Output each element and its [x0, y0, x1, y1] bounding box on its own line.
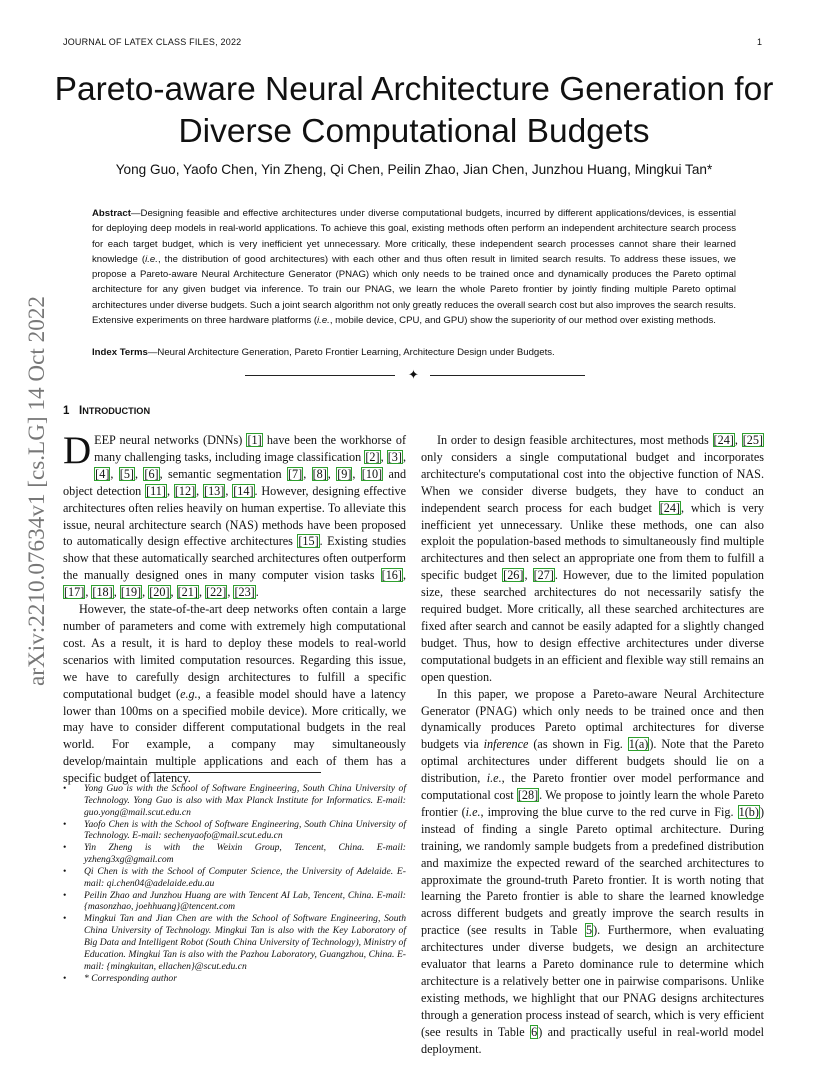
citation-link[interactable]: 5	[585, 923, 593, 938]
emphasis-text: i.e.	[486, 771, 502, 786]
paragraph-text: ,	[734, 433, 742, 447]
emphasis-text: i.e.	[465, 804, 481, 819]
index-terms	[92, 347, 736, 358]
separator-ornament-icon: ✦	[408, 367, 419, 382]
page-number: 1	[757, 37, 763, 47]
citation-link[interactable]: [18]	[92, 585, 113, 600]
footnote-item: • Yin Zheng is with the Weixin Group, Tencent, China. E-mail: yzheng3xg@gmail.com	[63, 842, 406, 866]
citation-link[interactable]: [5]	[119, 466, 134, 481]
citation-link[interactable]: 1(b)	[738, 804, 759, 819]
paragraph-text: and object detection	[63, 466, 407, 498]
abstract-text: , the distribution of good architectures) with each other and thus often result in limited search results. To address these issues, we propose a Pareto-aware Neural Architecture Generator (PNAG) which only needs to be trained once and dynamically produces the Pareto optimal architecture for any given budget via inference. To train our PNAG, we learn the whole Pareto frontier by jointly finding multiple Pareto optimal architectures under diverse budgets. Such a joint search algorithm not only greatly reduces the overall search cost but also improves the search results. Extensive experiments on three hardware platforms (	[92, 253, 737, 326]
citation-link[interactable]: [6]	[144, 466, 159, 481]
footnote-rule	[149, 772, 321, 773]
paragraph-text: ,	[524, 568, 533, 583]
paragraph-text: ,	[227, 585, 234, 600]
title-line-2: Diverse Computational Budgets	[178, 113, 650, 150]
paragraph-text: ,	[170, 585, 177, 600]
paragraph-text: ,	[85, 585, 92, 600]
arxiv-stamp-text: arXiv:2210.07634v1 [cs.LG] 14 Oct 2022	[24, 298, 49, 686]
paragraph-text: ,	[198, 585, 206, 600]
citation-link[interactable]: 1(a)	[628, 737, 649, 752]
citation-link[interactable]: [21]	[177, 585, 198, 600]
citation-link[interactable]: [22]	[206, 585, 227, 600]
author-list: Yong Guo, Yaofo Chen, Yin Zheng, Qi Chen, Peilin Zhao, Jian Chen, Junzhou Huang, Mingkui Tan*	[115, 162, 713, 177]
paragraph-text: In this paper, we propose a Pareto-aware Neural Architecture Generator (PNAG) which only needs to be trained once and then dynamically produces Pareto optimal architectures for diverse budgets via	[421, 686, 764, 752]
affiliation-footnotes	[63, 783, 406, 984]
paragraph-text: . Existing studies show that these automatically searched architectures often outperform the manually designed ones in many computer vision tasks	[63, 534, 406, 583]
citation-link[interactable]: [14]	[233, 483, 254, 498]
paragraph-text: , improving the blue curve to the red curve in Fig.	[480, 804, 738, 819]
citation-link[interactable]: [27]	[533, 568, 554, 583]
paragraph-text: (as shown in Fig.	[528, 737, 628, 752]
left-column	[63, 429, 407, 787]
paragraph-text: ,	[135, 466, 144, 481]
footnote-item: • Peilin Zhao and Junzhou Huang are with Tencent AI Lab, Tencent, China. E-mail: {masonzhao, joehhuang}@tencent.com	[63, 890, 406, 914]
citation-link[interactable]: [2]	[365, 449, 380, 464]
abstract-ie: i.e.	[317, 314, 330, 326]
footnote-item: • * Corresponding author	[63, 973, 406, 985]
citation-link[interactable]: 6	[531, 1024, 538, 1039]
citation-link[interactable]: [1]	[247, 433, 262, 447]
paragraph-text: ,	[196, 483, 204, 498]
citation-link[interactable]: [19]	[120, 585, 142, 600]
paragraph-text: ,	[402, 568, 406, 583]
intro-paragraph-4	[421, 686, 764, 1058]
section-title: INTRODUCTION	[79, 405, 151, 417]
separator-line	[430, 375, 585, 376]
paragraph-text: , which is very inefficient yet unnecessary. Unlike these methods, one can also exploit the population-based methods to simultaneously find multiple architectures and then select an appropriate one from them to fulfill a specific budget	[421, 500, 764, 583]
footnote-item: • Qi Chen is with the School of Computer Science, the University of Adelaide. E-mail: qi.chen04@adelaide.edu.au	[63, 866, 406, 890]
paper-title	[40, 69, 788, 153]
paragraph-text: ,	[110, 466, 119, 481]
drop-cap: D	[63, 429, 92, 472]
citation-link[interactable]: [13]	[204, 483, 225, 498]
citation-link[interactable]: [24]	[713, 433, 734, 447]
citation-link[interactable]: [9]	[337, 466, 352, 481]
footnote-item: • Yaofo Chen is with the School of Software Engineering, South China University of Technology. E-mail: sechenyaofo@mail.scut.edu.cn	[63, 819, 406, 843]
paragraph-text: ,	[380, 449, 387, 464]
intro-paragraph-3	[421, 432, 764, 686]
paragraph-text: ,	[402, 449, 407, 464]
paragraph-text: ,	[166, 483, 174, 498]
emphasis-text: inference	[483, 737, 529, 752]
citation-link[interactable]: [25]	[742, 433, 763, 447]
separator-line	[245, 375, 395, 376]
running-head: JOURNAL OF LATEX CLASS FILES, 2022	[63, 37, 242, 47]
paragraph-text: ) instead of finding a single Pareto optimal architecture. During training, we randomly sample budgets from a predefined distribution and maximize the expected reward of the searched architectures to approximate the ground-truth Pareto frontier. It is worth noting that learning the Pareto frontier is able to share the learned knowledge across different budgets and greatly improve the search results in practice (see results in Table	[421, 804, 764, 938]
citation-link[interactable]: [16]	[381, 568, 402, 583]
citation-link[interactable]: [24]	[659, 500, 680, 515]
citation-link[interactable]: [20]	[149, 585, 170, 600]
paragraph-text: ). Note that the Pareto optimal architectures under different budgets should lie on a distribution,	[421, 737, 764, 786]
paragraph-text: , the Pareto frontier over model performance and computational cost	[421, 771, 765, 803]
abstract-ie: i.e.	[145, 253, 158, 265]
section-number: 1	[63, 405, 70, 417]
citation-link[interactable]: [17]	[64, 585, 85, 600]
footnote-item: • Mingkui Tan and Jian Chen are with the School of Software Engineering, South China University of Technology. Mingkui Tan is also with the Key Laboratory of Big Data and Intelligent Robot (South China University of Technology), Ministry of Education. Mingkui Tan is also with the Pazhou Laboratory, Guangzhou, China. E-mail: {mingkuitan, ellachen}@scut.edu.cn	[63, 913, 406, 972]
citation-link[interactable]: [12]	[174, 483, 196, 498]
paragraph-text: ,	[303, 466, 312, 481]
citation-link[interactable]: [28]	[517, 788, 539, 803]
paragraph-text: ) and practically useful in real-world model deployment.	[421, 1024, 764, 1056]
abstract	[92, 206, 736, 328]
citation-link[interactable]: [7]	[287, 466, 303, 481]
paragraph-text: ,	[225, 483, 233, 498]
paragraph-text: . However, due to the limited population size, these searched architectures do not necessarily satisfy the required budget. More critically, all these searched architectures are fixed after search and cannot be easily adapted for a slightly changed budget. Thus, how to design effective architectures under diverse computational budgets in an efficient and flexible way still remains an open question.	[421, 568, 765, 684]
index-terms-label: Index Terms	[92, 347, 148, 358]
paragraph-text: .	[255, 585, 259, 600]
paragraph-text: ,	[352, 466, 361, 481]
citation-link[interactable]: [26]	[503, 568, 524, 583]
paragraph-text: In order to design feasible architectures, most methods	[437, 433, 713, 447]
section-separator	[245, 369, 585, 383]
paragraph-text: ,	[113, 585, 120, 600]
citation-link[interactable]: [8]	[312, 466, 327, 481]
citation-link[interactable]: [4]	[95, 466, 110, 481]
paragraph-text: have been the workhorse of many challenging tasks, including image classification	[94, 433, 407, 464]
section-heading	[63, 405, 150, 417]
citation-link[interactable]: [23]	[234, 585, 255, 600]
paragraph-text: ,	[327, 466, 337, 481]
abstract-label: Abstract	[92, 208, 131, 219]
paragraph-text: ). Furthermore, when evaluating architectures under diverse budgets, we design an architecture evaluator that learns a Pareto dominance rule to determine which architecture is a relatively better one in pairwise comparisons. Unlike existing methods, we highlight that our PNAG designs architectures through a generation process instead of search, which is very efficient (see results in Table	[421, 923, 765, 1039]
intro-paragraph-1	[63, 429, 407, 601]
title-line-1: Pareto-aware Neural Architecture Generation for	[54, 71, 774, 108]
citation-link[interactable]: [15]	[298, 534, 319, 549]
arxiv-stamp[interactable]	[14, 290, 54, 690]
index-terms-text: —Neural Architecture Generation, Pareto Frontier Learning, Architecture Design under Budgets.	[147, 347, 555, 358]
intro-paragraph-2: However, the state-of-the-art deep networks often contain a large number of parameters and come with extremely high computational cost. As a result, it is hard to deploy these models to real-world scenarios with limited computation resources. Regarding this issue, we have to carefully design architectures to fulfill a specific computational budget (e.g., a feasible model should have a latency lower than 100ms on a specified mobile device). More critically, we may have to consider different computational budgets in the real world. For example, a company may simultaneously develop/maintain multiple applications and each of them has a specific budget of latency.	[63, 602, 406, 786]
citation-link[interactable]: [10]	[361, 466, 383, 481]
right-column	[421, 432, 764, 1058]
footnote-item: • Yong Guo is with the School of Software Engineering, South China University of Technology. Yong Guo is also with Max Planck Institute for Informatics. E-mail: guo.yong@mail.scut.edu.cn	[63, 783, 406, 819]
paragraph-text: ,	[142, 585, 149, 600]
paragraph-text: . However, designing effective architectures often relies heavily on human expertise. To alleviate this issue, neural architecture search (NAS) methods have been proposed to automatically design effective architectures	[63, 483, 407, 549]
abstract-text: , mobile device, CPU, and GPU) show the superiority of our method over existing methods.	[329, 314, 716, 326]
citation-link[interactable]: [11]	[146, 483, 166, 498]
paragraph-text: , semantic segmentation	[159, 466, 287, 481]
abstract-text: —Designing feasible and effective architectures under diverse computational budgets, incurred by different applications/devices, is essential for deploying deep models in real-world applications. To achieve this goal, existing methods often perform an independent architecture search process for each target budget, which is very inefficient yet unnecessary. More critically, these independent search processes cannot share their learned knowledge (	[92, 208, 736, 265]
paragraph-text: . We propose to jointly learn the whole Pareto frontier (	[421, 788, 764, 819]
citation-link[interactable]: [3]	[387, 449, 402, 464]
paragraph-text: EEP neural networks (DNNs)	[94, 433, 247, 447]
paragraph-text: only considers a single computational budget and incorporates architecture's computational cost into the objective function of NAS. When we consider diverse budgets, they have to conduct an independent search process for each budget	[421, 449, 764, 515]
